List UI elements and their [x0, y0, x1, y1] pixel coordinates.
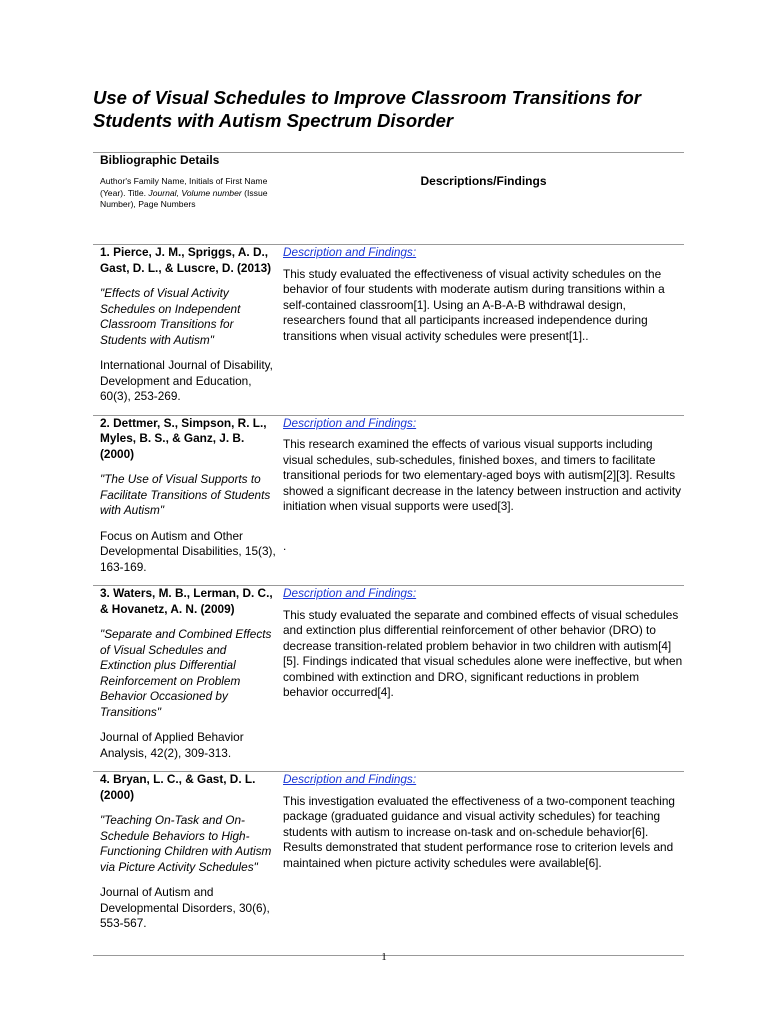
- description-findings-link[interactable]: Description and Findings:: [283, 772, 417, 786]
- descriptions-findings-heading: Descriptions/Findings: [420, 174, 547, 188]
- findings-cell: [276, 415, 684, 586]
- findings-text: This research examined the effects of various visual supports including visual schedules, sub-schedules, finished boxes, and timers to facilitate transitional periods for two elementary-aged boys with autism[2][3]. Results showed a significant decrease in the latency between instruction and activity initiation when visual supports were used[3].: [283, 437, 682, 513]
- citation-cell: [93, 586, 276, 772]
- header-left-cell: [93, 153, 276, 245]
- description-findings-link[interactable]: Description and Findings:: [283, 245, 417, 259]
- citation-cell: [93, 415, 276, 586]
- table-header-row: [93, 153, 684, 245]
- citation-authors: 4. Bryan, L. C., & Gast, D. L. (2000): [100, 772, 256, 802]
- citation-journal: International Journal of Disability, Development and Education, 60(3), 253-269.: [100, 358, 273, 403]
- page-number: 1: [381, 951, 387, 963]
- citation-authors: 1. Pierce, J. M., Spriggs, A. D., Gast, D. L., & Luscre, D. (2013): [100, 245, 272, 275]
- bibliography-table: [93, 152, 684, 956]
- citation-format-note: [100, 176, 276, 211]
- citation-title: "Separate and Combined Effects of Visual Schedules and Extinction plus Differential Reinforcement on Problem Behavior Occasioned by Transitions": [100, 627, 272, 719]
- bibliographic-details-heading: Bibliographic Details: [100, 153, 220, 167]
- findings-text: This study evaluated the effectiveness of visual activity schedules on the behavior of four students with moderate autism during transitions within a self-contained classroom[1]. Using an A-B-A-B withdrawal design, researchers found that all participants increased independence during transitions when visual activity schedules were present[1]..: [283, 266, 665, 343]
- table-row: [93, 245, 684, 416]
- citation-cell: [93, 772, 276, 956]
- findings-cell: [276, 772, 684, 956]
- citation-authors: 3. Waters, M. B., Lerman, D. C., & Hovanetz, A. N. (2009): [100, 586, 273, 616]
- citation-journal: Journal of Autism and Developmental Disorders, 30(6), 553-567.: [100, 885, 270, 930]
- table-row: [93, 586, 684, 772]
- findings-cell: [276, 586, 684, 772]
- page-title: Use of Visual Schedules to Improve Classroom Transitions for Students with Autism Spectrum Disorder: [93, 87, 641, 131]
- description-findings-link[interactable]: Description and Findings:: [283, 586, 417, 600]
- findings-text: This study evaluated the separate and combined effects of visual schedules and extinction plus differential reinforcement of other behavior (DRO) to decrease transition-related problem behavior in two children with autism[4][5]. Findings indicated that visual schedules alone were ineffective, but when combined with extinction and DRO, significant reductions in problem behavior occurred[4].: [283, 607, 683, 699]
- table-row: [93, 772, 684, 956]
- citation-journal: Journal of Applied Behavior Analysis, 42(2), 309-313.: [100, 730, 244, 760]
- table-row: [93, 415, 684, 586]
- citation-cell: [93, 245, 276, 416]
- description-findings-link[interactable]: Description and Findings:: [283, 415, 417, 430]
- citation-authors: 2. Dettmer, S., Simpson, R. L., Myles, B. S., & Ganz, J. B. (2000): [100, 415, 267, 461]
- stray-period: .: [283, 538, 287, 553]
- citation-title: "Effects of Visual Activity Schedules on Independent Classroom Transitions for Students with Autism": [100, 286, 241, 347]
- citation-format-part: (Issue Number), Page Numbers: [100, 187, 268, 209]
- findings-text: This investigation evaluated the effectiveness of a two-component teaching package (graduated guidance and visual activity schedules) for teaching students with autism to increase on-task and on-schedule behavior[6]. Results demonstrated that student performance rose to criterion levels and maintained when picture activity schedules were available[6].: [283, 793, 675, 870]
- findings-cell: [276, 245, 684, 416]
- citation-format-journal: Journal, Volume number: [148, 187, 242, 198]
- citation-title: "The Use of Visual Supports to Facilitate Transitions of Students with Autism": [100, 472, 271, 517]
- citation-journal: Focus on Autism and Other Developmental Disabilities, 15(3), 163-169.: [100, 528, 276, 574]
- citation-title: "Teaching On-Task and On-Schedule Behaviors to High-Functioning Children with Autism via Picture Activity Schedules": [100, 813, 272, 874]
- citation-format-part: Author's Family Name, Initials of First Name (Year). Title.: [100, 176, 268, 198]
